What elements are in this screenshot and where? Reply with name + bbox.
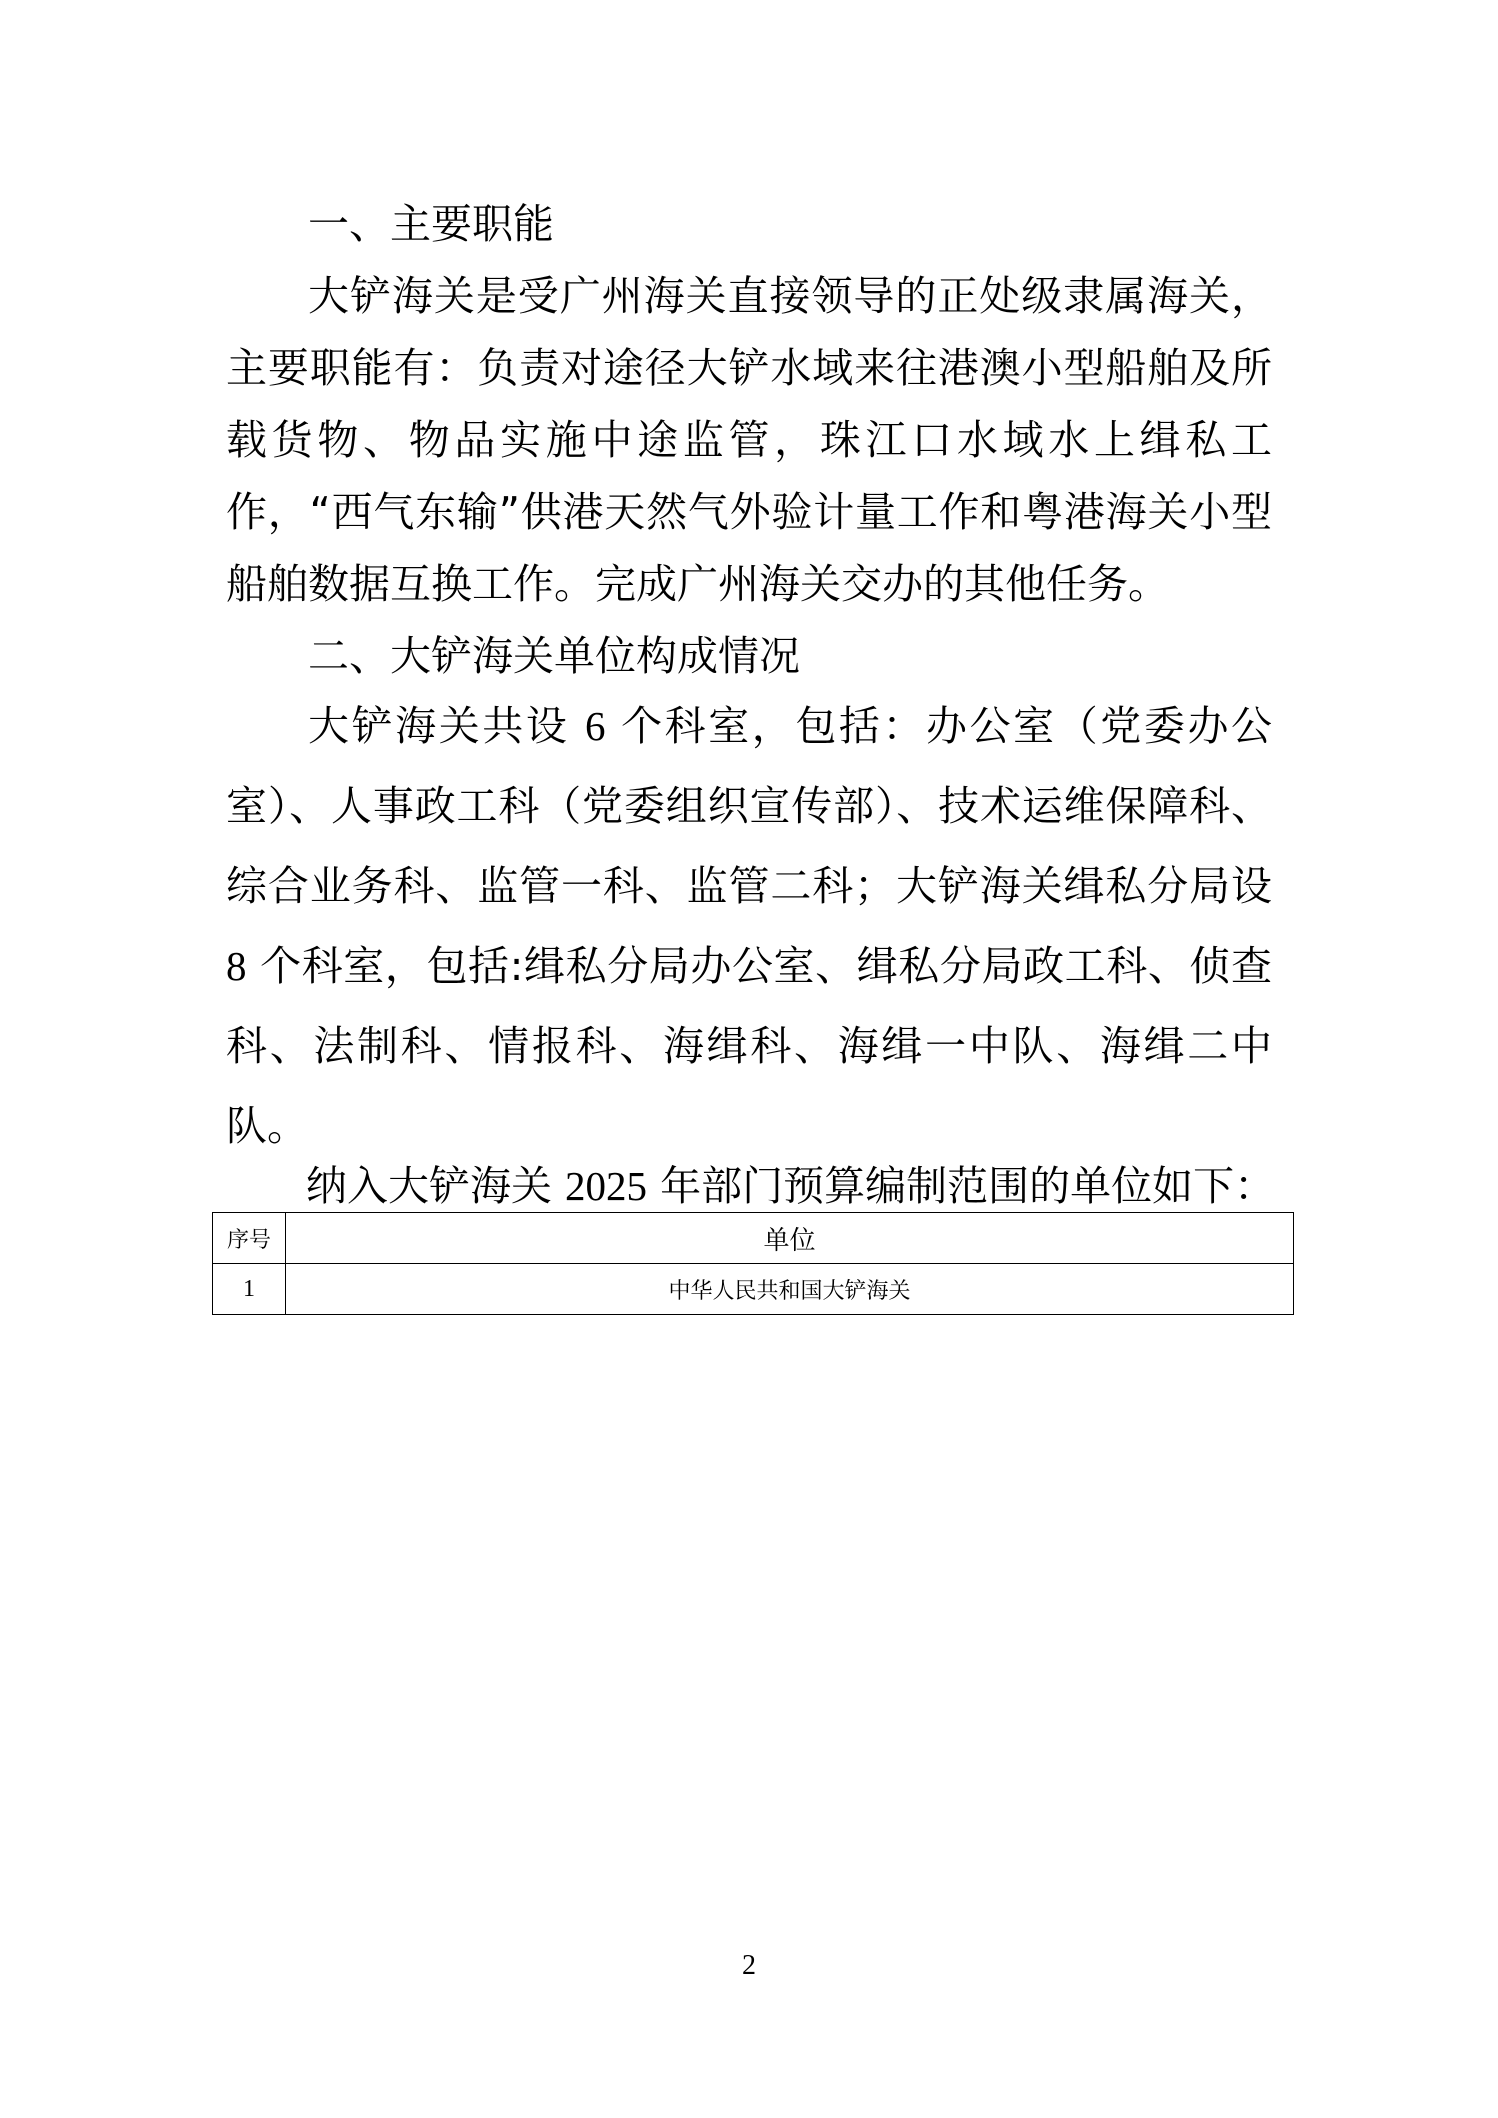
- section1-body: 大铲海关是受广州海关直接领导的正处级隶属海关，主要职能有：负责对途径大铲水域来往港澳小型船舶及所载货物、物品实施中途监管，珠江口水域水上缉私工作，“西气东输”供港天然气外验计量工作和粤港海关小型船舶数据互换工作。完成广州海关交办的其他任务。: [226, 272, 1272, 608]
- header-unit: 单位: [286, 1213, 1294, 1264]
- section2-body-part3: 个科室，包括:缉私分局办公室、缉私分局政工科、侦查科、法制科、情报科、海缉科、海缉一中队、海缉二中队。: [226, 942, 1272, 1150]
- row-index: 1: [213, 1264, 286, 1315]
- table-row: [213, 1264, 1294, 1315]
- section2-body-part2: 个科室，包括：办公室（党委办公室）、人事政工科（党委组织宣传部）、技术运维保障科、综合业务科、监管一科、监管二科；大铲海关缉私分局设: [226, 702, 1273, 910]
- table-caption-suffix: 年部门预算编制范围的单位如下：: [660, 1162, 1276, 1210]
- section2-heading: 二、大铲海关单位构成情况: [308, 632, 800, 680]
- section2-count2: 8: [226, 943, 247, 989]
- units-table: [212, 1212, 1294, 1315]
- table-caption-prefix: 纳入大铲海关: [306, 1162, 552, 1210]
- row-unit: 中华人民共和国大铲海关: [286, 1264, 1294, 1315]
- table-caption: [306, 1158, 1275, 1214]
- section2-body-part1: 大铲海关共设: [308, 702, 570, 750]
- section1-heading: 一、主要职能: [308, 200, 554, 248]
- section2-count1: 6: [585, 703, 606, 749]
- header-index: 序号: [213, 1213, 286, 1264]
- table-caption-year: 2025: [565, 1163, 648, 1209]
- page-number: 2: [742, 1950, 756, 1981]
- section2-body: [226, 686, 1272, 1166]
- table-header-row: [213, 1213, 1294, 1264]
